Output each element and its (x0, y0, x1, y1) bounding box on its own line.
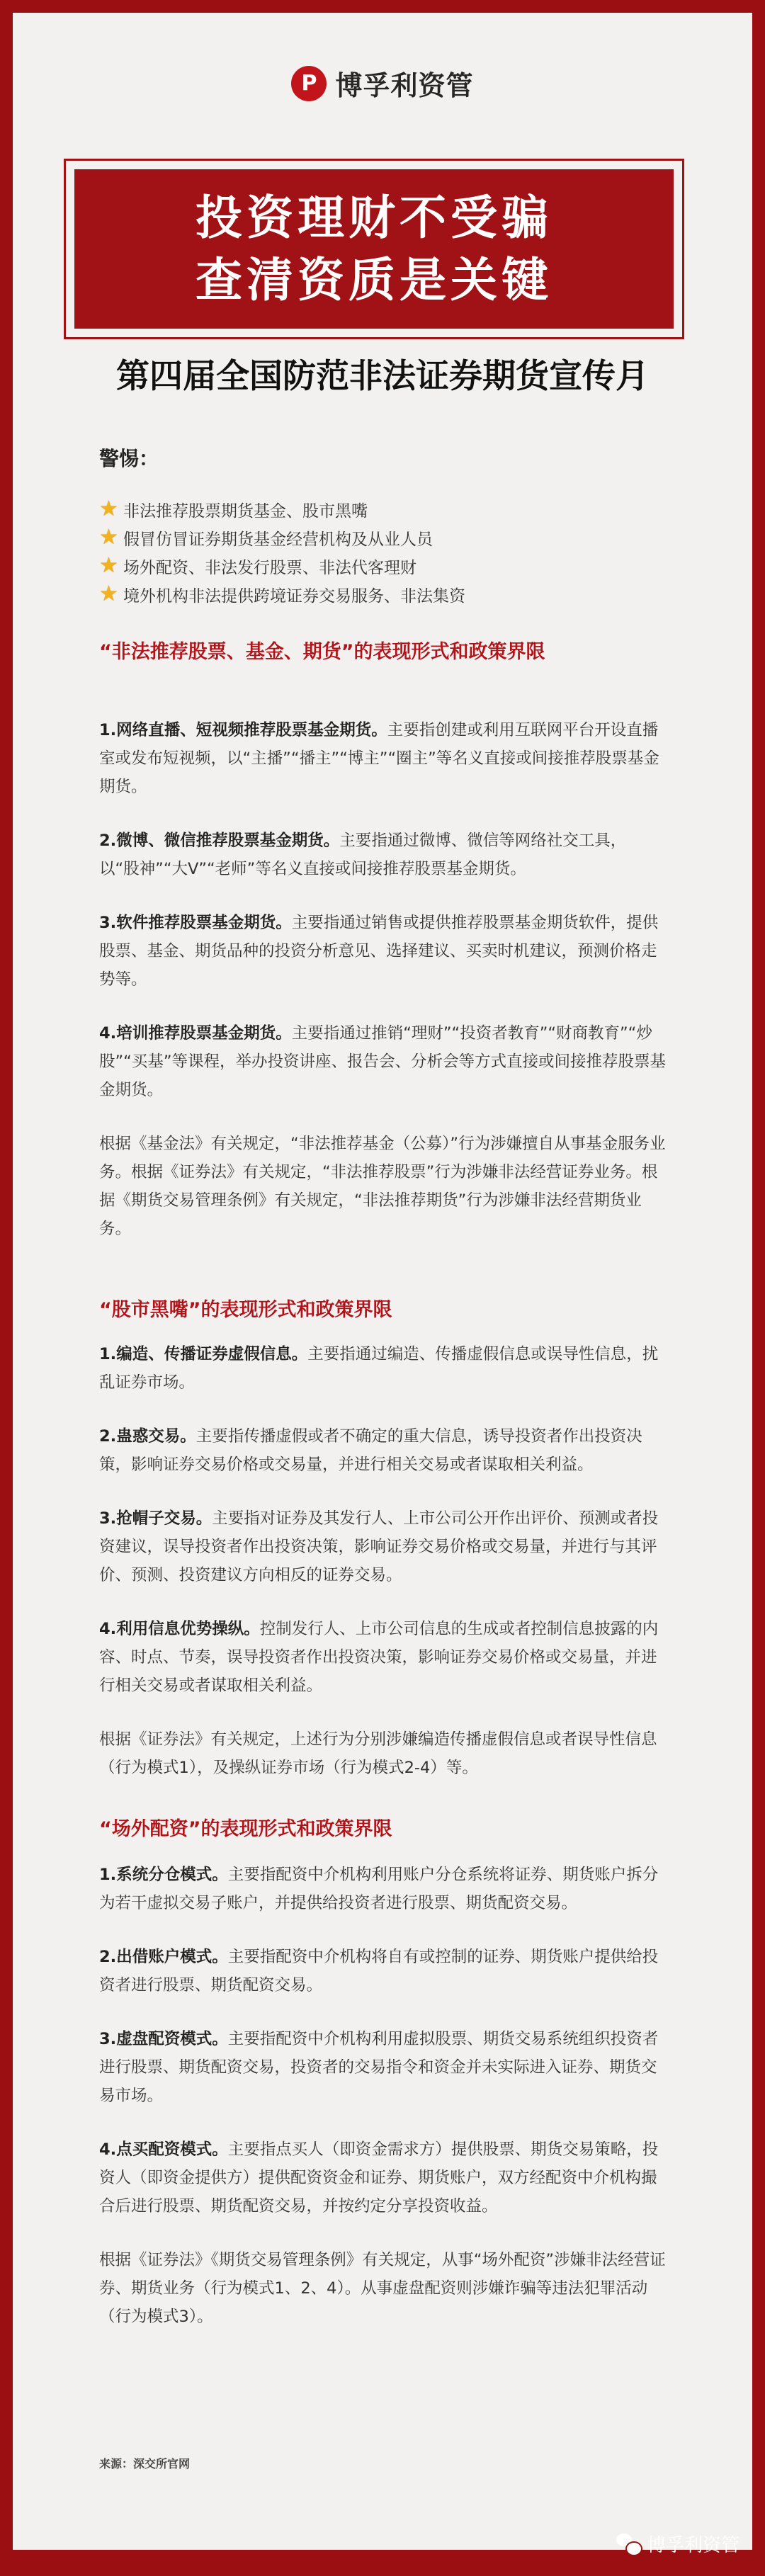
section2-item-1 (99, 1340, 666, 1397)
star-icon: ★ (99, 581, 118, 606)
watermark (616, 2531, 740, 2557)
hero-banner-frame (64, 159, 684, 339)
section2-item-2 (99, 1422, 666, 1479)
warning-text: 境外机构非法提供跨境证券交易服务、非法集资 (123, 586, 465, 606)
item-heading: 4.培训推荐股票基金期货。 (99, 1024, 292, 1043)
item-heading: 3.抢帽子交易。 (99, 1509, 212, 1528)
hero-line-2: 查清资质是关键 (196, 252, 552, 307)
hero-line-1: 投资理财不受骗 (196, 190, 552, 245)
campaign-title: 第四届全国防范非法证券期货宣传月 (116, 357, 649, 396)
warning-item (99, 581, 666, 608)
item-heading: 2.蛊惑交易。 (99, 1427, 196, 1446)
warning-item (99, 552, 666, 579)
section-title-off-market-margin: “场外配资”的表现形式和政策界限 (99, 1818, 392, 1840)
item-heading: 2.出借账户模式。 (99, 1948, 228, 1966)
item-heading: 2.微博、微信推荐股票基金期货。 (99, 832, 340, 850)
item-body: 主要指传播虚假或者不确定的重大信息，诱导投资者作出投资决策，影响证券交易价格或交易量，并进行相关交易或者谋取相关利益。 (99, 1427, 642, 1474)
item-body: 主要指点买人（即资金需求方）提供股票、期货交易策略，投资人（即资金提供方）提供配资资金和证券、期货账户，双方经配资中介机构撮合后进行股票、期货配资交易，并按约定分享投资收益。 (99, 2140, 659, 2215)
section2-summary: 根据《证券法》有关规定，上述行为分别涉嫌编造传播虚假信息或者误导性信息（行为模式1），及操纵证券市场（行为模式2-4）等。 (99, 1730, 657, 1777)
wechat-icon (616, 2534, 640, 2555)
poster-paper (13, 13, 752, 2550)
section3-item-3 (99, 2025, 666, 2110)
item-body: 控制发行人、上市公司信息的生成或者控制信息披露的内容、时点、节奏，误导投资者作出投资决策，影响证券交易价格或交易量，并进行相关交易或者谋取相关利益。 (99, 1620, 659, 1695)
item-body: 主要指对证券及其发行人、上市公司公开作出评价、预测或者投资建议，误导投资者作出投资决策，影响证券交易价格或交易量，并进行与其评价、预测、投资建议方向相反的证券交易。 (99, 1509, 659, 1584)
article-body (99, 443, 666, 2331)
section1-item-3 (99, 909, 666, 994)
section3-summary: 根据《证券法》《期货交易管理条例》有关规定，从事“场外配资”涉嫌非法经营证券、期货业务（行为模式1、2、4）。从事虚盘配资则涉嫌诈骗等违法犯罪活动（行为模式3）。 (99, 2251, 666, 2326)
item-body: 主要指配资中介机构利用虚拟股票、期货交易系统组织投资者进行股票、期货配资交易，投资者的交易指令和资金并未实际进入证券、期货交易市场。 (99, 2030, 659, 2105)
warning-item (99, 524, 666, 551)
warnings-list (99, 496, 666, 608)
brand-name: 博孚利资管 (335, 70, 474, 101)
item-heading: 1.网络直播、短视频推荐股票基金期货。 (99, 721, 387, 739)
star-icon: ★ (99, 497, 118, 521)
section1-summary: 根据《基金法》有关规定，“非法推荐基金（公募）”行为涉嫌擅自从事基金服务业务。根据《证券法》有关规定，“非法推荐股票”行为涉嫌非法经营证券业务。根据《期货交易管理条例》有关规定，“非法推荐期货”行为涉嫌非法经营期货业务。 (99, 1135, 666, 1238)
warnings-title: 警惕： (99, 447, 159, 470)
section1-item-2 (99, 827, 666, 883)
section3-item-2 (99, 1943, 666, 1999)
warning-item (99, 496, 666, 523)
item-body: 主要指通过推销“理财”“投资者教育”“财商教育”“炒股”“买基”等课程，举办投资讲座、报告会、分析会等方式直接或间接推荐股票基金期货。 (99, 1024, 666, 1099)
section1-item-4 (99, 1019, 666, 1104)
item-body: 主要指配资中介机构将自有或控制的证券、期货账户提供给投资者进行股票、期货配资交易。 (99, 1948, 659, 1995)
watermark-text: 博孚利资管 (647, 2535, 740, 2556)
star-icon: ★ (99, 553, 118, 578)
item-body: 主要指通过微博、微信等网络社交工具，以“股神”“大V”“老师”等名义直接或间接推荐股票基金期货。 (99, 832, 627, 878)
item-heading: 4.点买配资模式。 (99, 2140, 228, 2159)
brand-logo-icon: P (291, 66, 327, 101)
item-body: 主要指配资中介机构利用账户分仓系统将证券、期货账户拆分为若干虚拟交易子账户，并提供给投资者进行股票、期货配资交易。 (99, 1866, 659, 1912)
brand-header (13, 64, 752, 103)
item-heading: 4.利用信息优势操纵。 (99, 1620, 260, 1638)
warning-text: 非法推荐股票期货基金、股市黑嘴 (123, 501, 368, 521)
item-body: 主要指通过编造、传播虚假信息或误导性信息，扰乱证券市场。 (99, 1345, 659, 1392)
item-heading: 3.虚盘配资模式。 (99, 2030, 228, 2048)
star-icon: ★ (99, 525, 118, 550)
section3-item-1 (99, 1861, 666, 1917)
warning-text: 场外配资、非法发行股票、非法代客理财 (123, 558, 416, 577)
item-body: 主要指创建或利用互联网平台开设直播室或发布短视频，以“主播”“播主”“博主”“圈主”等名义直接或间接推荐股票基金期货。 (99, 721, 659, 796)
item-heading: 1.系统分仓模式。 (99, 1866, 228, 1884)
section-title-stock-blackmouth: “股市黑嘴”的表现形式和政策界限 (99, 1299, 392, 1321)
section1-item-1 (99, 716, 666, 801)
section-title-illegal-recommendation: “非法推荐股票、基金、期货”的表现形式和政策界限 (99, 641, 545, 663)
hero-banner (74, 169, 674, 329)
section3-item-4 (99, 2135, 666, 2220)
item-body: 主要指通过销售或提供推荐股票基金期货软件，提供股票、基金、期货品种的投资分析意见、选择建议、买卖时机建议，预测价格走势等。 (99, 914, 659, 989)
item-heading: 3.软件推荐股票基金期货。 (99, 914, 292, 932)
item-heading: 1.编造、传播证券虚假信息。 (99, 1345, 308, 1363)
section2-item-3 (99, 1504, 666, 1589)
section2-item-4 (99, 1615, 666, 1700)
warning-text: 假冒仿冒证券期货基金经营机构及从业人员 (123, 530, 433, 549)
source-note: 来源：深交所官网 (99, 2457, 191, 2470)
